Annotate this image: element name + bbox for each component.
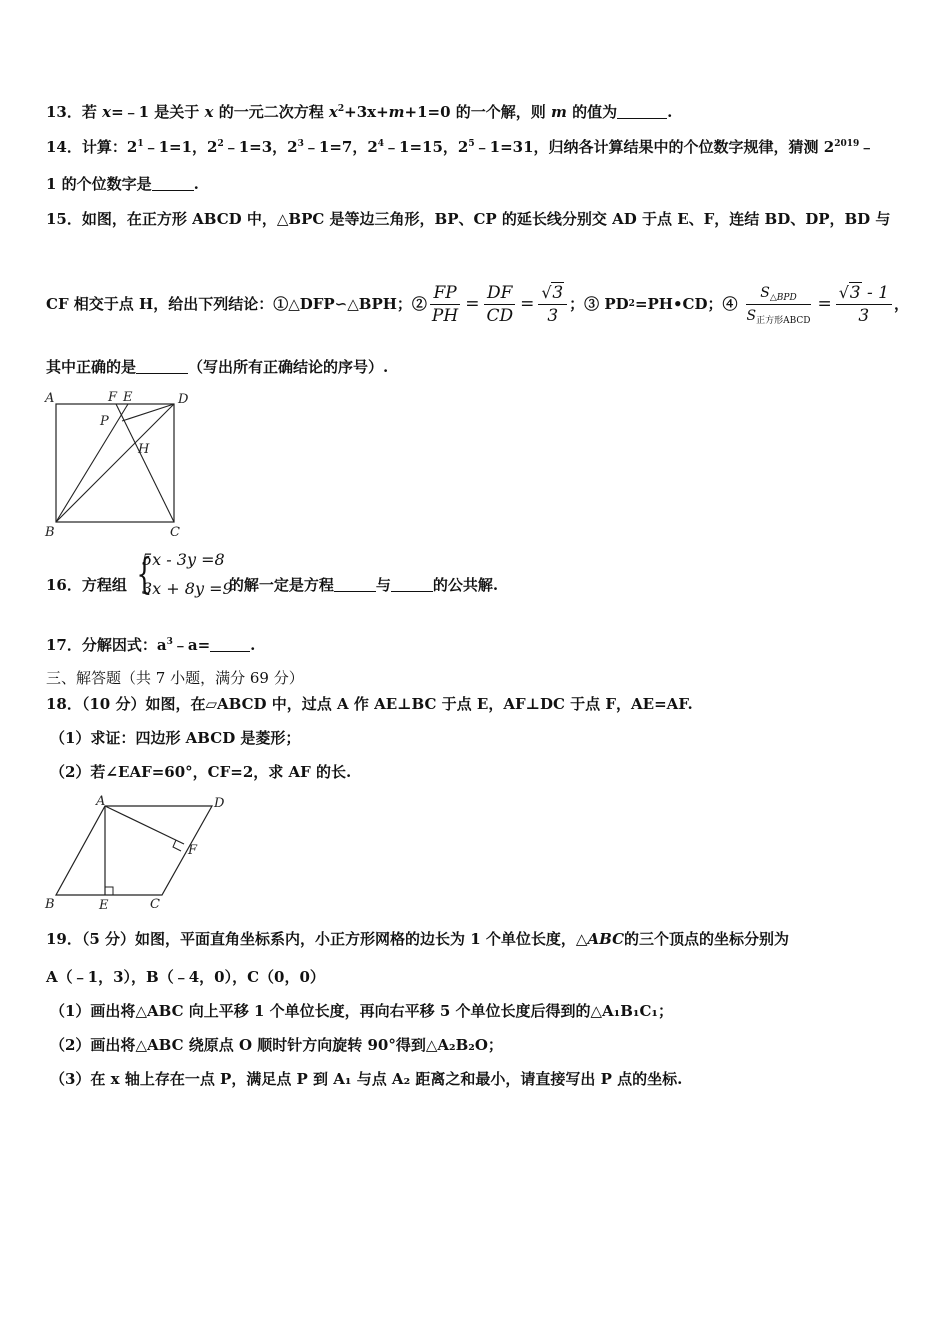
question-19-coords: A（﹣1，3），B（﹣4，0），C（0，0） bbox=[46, 968, 325, 986]
question-16: 16．方程组 的解一定是方程 与 的公共解. bbox=[46, 576, 499, 594]
label-a: A bbox=[45, 391, 55, 406]
question-18-part2: （2）若∠EAF=60°，CF=2，求 AF 的长. bbox=[50, 763, 352, 781]
question-18-part1: （1）求证：四边形 ABCD 是菱形； bbox=[50, 729, 301, 747]
line-af bbox=[105, 806, 184, 844]
label-d: D bbox=[214, 796, 225, 811]
label-d: D bbox=[178, 392, 189, 407]
label-b: B bbox=[45, 897, 55, 912]
question-19: 19．（5 分）如图，平面直角坐标系内，小正方形网格的边长为 1 个单位长度，△ABC的三个顶点的坐标分别为 bbox=[46, 930, 790, 948]
question-15-conclusions: CF 相交于点 H，给出下列结论：①△DFP∽△BPH；② $\frac{FP}{PH}$ = $\frac{DF}{CD}$ = √ $\frac{3}{3}$ ；③ PD 2 =PH•CD；④ $\frac{S_{\triangle BPD}}{S_{正方形ABCD}}$ = √ $\frac{3 - 1}{3}$ ， bbox=[46, 276, 909, 332]
fraction-sqrt3-3: √ $\frac{3}{3}$ bbox=[538, 283, 567, 326]
question-19-part3: （3）在 x 轴上存在一点 P，满足点 P 到 A₁ 与点 A₂ 距离之和最小，请直接写出 P 点的坐标. bbox=[50, 1070, 683, 1088]
label-e: E bbox=[123, 390, 133, 405]
answer-blank[interactable] bbox=[136, 359, 188, 374]
question-15-answer: 其中正确的是 （写出所有正确结论的序号）. bbox=[46, 358, 389, 376]
fraction-area-ratio: $\frac{S_{\triangle BPD}}{S_{正方形ABCD}}$ bbox=[746, 284, 811, 326]
label-f: F bbox=[108, 390, 118, 405]
question-19-part2: （2）画出将△ABC 绕原点 O 顺时针方向旋转 90°得到△A₂B₂O； bbox=[50, 1036, 503, 1054]
answer-blank[interactable] bbox=[334, 577, 376, 592]
question-14-cont: 1 的个位数字是 . bbox=[46, 175, 199, 193]
question-19-part1: （1）画出将△ABC 向上平移 1 个单位长度，再向右平移 5 个单位长度后得到的△A₁B₁C₁； bbox=[50, 1002, 673, 1020]
label-f: F bbox=[188, 843, 198, 858]
answer-blank[interactable] bbox=[617, 104, 667, 119]
section-heading: 三、解答题（共 7 小题，满分 69 分） bbox=[46, 669, 304, 687]
fraction-fp-ph: $\frac{FP}{PH}$ bbox=[431, 282, 459, 326]
answer-blank[interactable] bbox=[391, 577, 433, 592]
right-angle-e bbox=[105, 887, 113, 895]
figure-parallelogram bbox=[42, 793, 232, 915]
equation-2: 3x + 8y =9 bbox=[142, 579, 233, 598]
label-b: B bbox=[45, 525, 55, 539]
diagonal-bd bbox=[56, 404, 174, 522]
equation-1: 5x - 3y =8 bbox=[142, 550, 225, 569]
line-cf bbox=[116, 404, 174, 522]
label-c: C bbox=[150, 897, 160, 912]
label-a: A bbox=[96, 794, 106, 809]
question-15: 15．如图，在正方形 ABCD 中，△BPC 是等边三角形，BP、CP 的延长线分别交 AD 于点 E、F，连结 BD、DP，BD 与 bbox=[46, 210, 891, 228]
fraction-sqrt3-minus1: √ $\frac{3 - 1}{3}$ bbox=[836, 283, 892, 326]
label-c: C bbox=[170, 525, 180, 539]
answer-blank[interactable] bbox=[210, 637, 250, 652]
answer-blank[interactable] bbox=[152, 176, 194, 191]
question-13: 13．若 x=﹣1 是关于 x 的一元二次方程 $x^2+3x+m+1=0$ 的一个解，则 m 的值为 . bbox=[46, 103, 673, 121]
question-18: 18．（10 分）如图，在▱ABCD 中，过点 A 作 AE⊥BC 于点 E，AF⊥DC 于点 F，AE=AF. bbox=[46, 695, 693, 713]
label-p: P bbox=[100, 414, 109, 429]
system-brace: { bbox=[136, 549, 153, 598]
label-e: E bbox=[99, 898, 109, 913]
question-14: 14．计算：$2^1﹣1=1$，$2^2﹣1=3$，$2^3﹣1=7$，$2^4﹣1=15$，$2^5﹣1=31$，归纳各计算结果中的个位数字规律，猜测 $2^{2019}﹣$ bbox=[46, 138, 875, 156]
fraction-df-cd: $\frac{DF}{CD}$ bbox=[483, 283, 516, 326]
question-17: 17．分解因式：$a^3﹣a=$ . bbox=[46, 636, 256, 654]
label-h: H bbox=[138, 442, 150, 457]
line-be bbox=[56, 404, 128, 522]
figure-square-abcd bbox=[42, 387, 202, 539]
